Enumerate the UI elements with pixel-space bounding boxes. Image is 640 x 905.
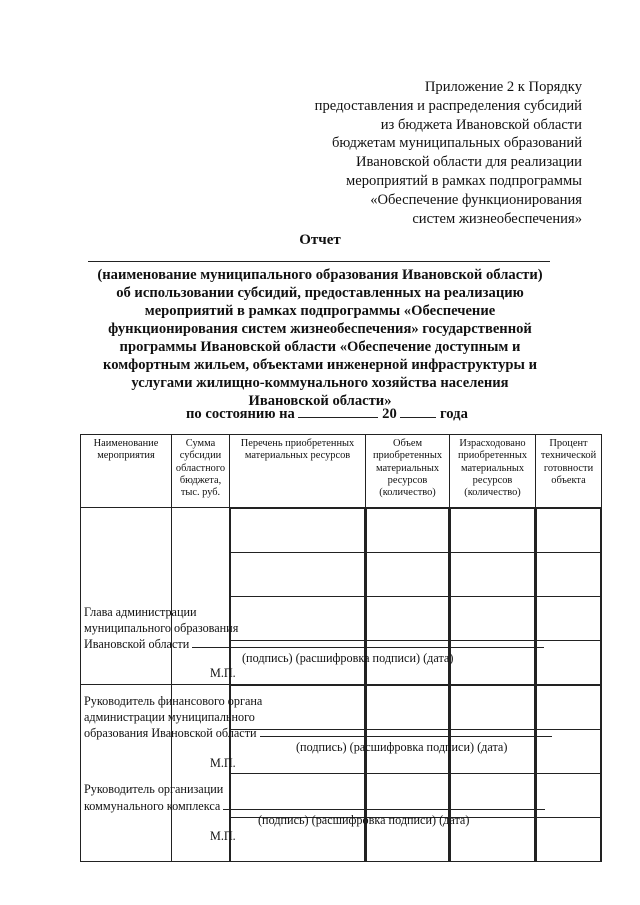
year-prefix: 20: [382, 406, 397, 422]
table-cell-split: [450, 508, 536, 685]
year-blank[interactable]: [400, 405, 436, 418]
subtitle-line: мероприятий в рамках подпрограммы «Обеспечение: [144, 303, 496, 319]
col-header-readiness: Процент технической готовности объекта: [536, 435, 602, 508]
signature-hints: (подпись) (расшифровка подписи) (дата): [296, 740, 508, 754]
col-header-spent: Израсходовано приобретенных материальных ресурсов (количество): [450, 435, 536, 508]
subtitle-line: функционирования систем жизнеобеспечения» государственной: [108, 321, 532, 337]
appendix-line: Ивановской области для реализации: [355, 154, 582, 171]
subtitle-line: Ивановской области»: [248, 393, 392, 409]
signature-block-finance: [84, 694, 552, 742]
col-header-subsidy: Сумма субсидии областного бюджета, тыс. руб.: [172, 435, 230, 508]
stamp-label: М.П.: [210, 756, 236, 770]
municipality-name-line: [88, 261, 550, 262]
signature-line[interactable]: [192, 636, 544, 648]
table-cell-split: [536, 508, 602, 685]
as-of-date: [186, 405, 468, 423]
subtitle-line: (наименование муниципального образования Ивановской области): [97, 267, 543, 283]
appendix-line: систем жизнеобеспечения»: [412, 210, 582, 227]
appendix-line: мероприятий в рамках подпрограммы: [346, 172, 582, 189]
subtitle-line: услугами жилищно-коммунального хозяйства населения: [131, 375, 509, 391]
signer-title-line: Руководитель финансового органа: [84, 694, 263, 708]
signer-title-line: Руководитель организации: [84, 782, 224, 796]
col-header-volume: Объем приобретенных материальных ресурсов (количество): [366, 435, 450, 508]
appendix-line: «Обеспечение функционирования: [370, 191, 582, 208]
signer-title-line: администрации муниципального: [84, 709, 255, 724]
appendix-line: предоставления и распределения субсидий: [314, 97, 582, 114]
signer-title-line: образования Ивановской области: [84, 726, 257, 741]
report-subtitle: [70, 266, 570, 410]
date-blank[interactable]: [298, 405, 378, 418]
subtitle-line: программы Ивановской области «Обеспечение доступным и: [119, 339, 521, 355]
signer-title-line: муниципального образования: [84, 620, 239, 635]
signature-block-head: [84, 605, 544, 653]
signer-title-line: Глава администрации: [84, 605, 197, 619]
report-title: Отчет: [299, 232, 341, 248]
col-header-event: Наименование мероприятия: [81, 435, 172, 508]
stamp-label: М.П.: [210, 829, 236, 843]
signer-title-line: коммунального комплекса: [84, 798, 221, 813]
subtitle-line: об использовании субсидий, предоставленных на реализацию: [116, 285, 524, 301]
col-header-resources-list: Перечень приобретенных материальных ресурсов: [230, 435, 366, 508]
stamp-label: М.П.: [210, 666, 236, 680]
table-header-row: [81, 435, 602, 508]
table-cell[interactable]: [81, 508, 172, 685]
subtitle-line: комфортным жильем, объектами инженерной инфраструктуры и: [103, 357, 537, 373]
signer-title-line: Ивановской области: [84, 637, 190, 652]
signature-line[interactable]: [223, 798, 545, 810]
appendix-line: из бюджета Ивановской области: [380, 116, 582, 133]
signature-line[interactable]: [260, 725, 552, 737]
table-cell[interactable]: [172, 508, 230, 685]
as-of-suffix: года: [440, 406, 468, 422]
appendix-header: [315, 78, 582, 228]
signature-hints: (подпись) (расшифровка подписи) (дата): [242, 651, 454, 665]
appendix-line: Приложение 2 к Порядку: [424, 79, 582, 95]
appendix-line: бюджетам муниципальных образований: [331, 135, 582, 152]
signature-hints: (подпись) (расшифровка подписи) (дата): [258, 813, 470, 827]
as-of-prefix: по состоянию на: [186, 406, 295, 422]
signature-block-utility: [84, 782, 545, 814]
